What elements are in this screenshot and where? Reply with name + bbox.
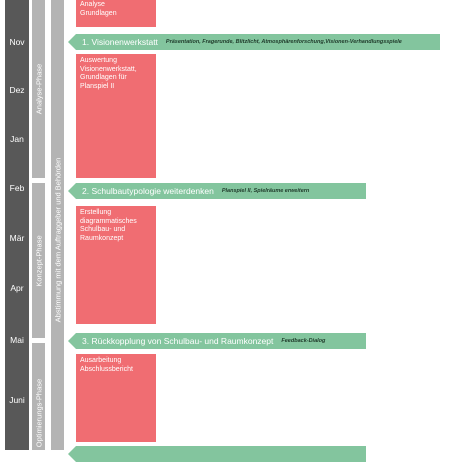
arrow-left-icon <box>68 34 76 50</box>
task-text-line: Planspiel II <box>80 82 115 90</box>
task-text-line: Visionenwerkstatt, <box>80 65 137 73</box>
milestone-subtitle: Planspiel II, Spielräume erweitern <box>221 188 310 194</box>
phase-label: Konzept-Phase <box>34 234 43 287</box>
milestone-subtitle: Präsentation, Fragerunde, Blitzlicht, Atmosphärenforschung,Visionen-Verhandlungsspiele <box>165 39 402 45</box>
task-text-line: Erstellung <box>80 209 112 216</box>
phase-label: Analyse-Phase <box>34 63 43 115</box>
task-text-line: Raumkonzept <box>80 234 124 242</box>
stakeholder-label: Abstimmung mit dem Auftraggeber und Behörden <box>53 157 62 323</box>
milestone-banner-2 <box>76 183 366 199</box>
month-label: Feb <box>9 183 25 193</box>
month-label: Nov <box>9 37 25 47</box>
milestone-banner-1 <box>76 34 440 50</box>
milestone-title: 2. Schulbautypologie weiterdenken <box>82 186 214 196</box>
task-block <box>76 0 156 27</box>
task-block <box>76 206 156 324</box>
arrow-left-icon <box>68 333 76 349</box>
phase-analyse <box>32 0 45 178</box>
task-text-line: Auswertung <box>80 57 117 64</box>
milestone-title: 3. Rückkopplung von Schulbau- und Raumkonzept <box>82 336 274 346</box>
month-label: Apr <box>10 283 24 293</box>
milestone-title: 1. Visionenwerkstatt <box>82 37 158 47</box>
task-block <box>76 354 156 442</box>
task-block <box>76 54 156 178</box>
arrow-left-icon <box>68 183 76 199</box>
milestone-banner-3 <box>76 333 366 349</box>
task-text-line: Abschlussbericht <box>80 365 133 373</box>
month-label: Jan <box>10 134 24 144</box>
task-text-line: Grundlagen <box>80 9 117 17</box>
month-column <box>5 0 29 450</box>
task-text-line: Schulbau- und <box>80 226 126 233</box>
phase-konzept <box>32 183 45 338</box>
milestone-banner-4 <box>76 446 366 462</box>
task-text-line: diagrammatisches <box>80 217 137 225</box>
arrow-left-icon <box>68 446 76 462</box>
month-label: Juni <box>9 395 25 405</box>
month-label: Dez <box>9 85 25 95</box>
month-label: Mär <box>9 233 25 243</box>
month-label: Mai <box>10 335 24 345</box>
task-text-line: Grundlagen für <box>80 74 127 81</box>
stakeholder-column <box>51 0 64 450</box>
task-text-line: Ausarbeitung <box>80 357 122 364</box>
milestone-subtitle: Feedback-Dialog <box>281 338 326 344</box>
phase-label: Optimierungs-Phase <box>34 378 43 448</box>
task-text-line: Analyse <box>80 1 105 8</box>
phase-optimierung <box>32 343 45 450</box>
